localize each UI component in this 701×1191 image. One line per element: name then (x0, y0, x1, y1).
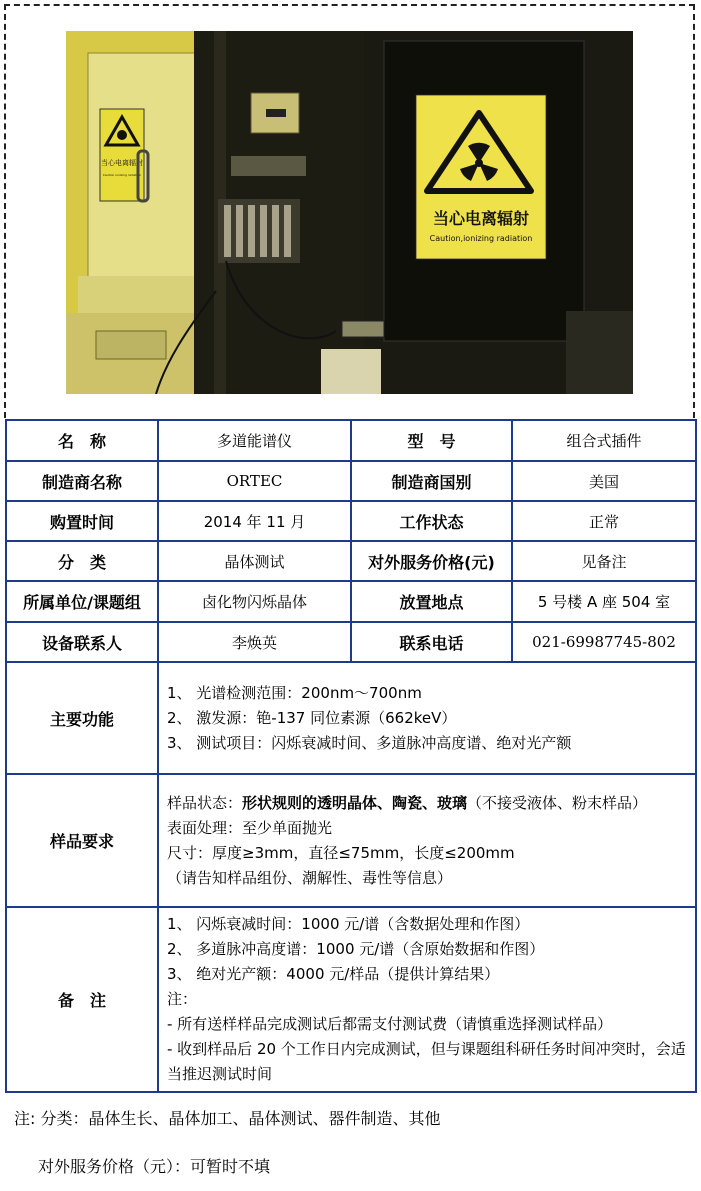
label-remarks: 备 注 (6, 907, 158, 1092)
spec-row-functions (6, 662, 696, 774)
spec-row-manufacturer (6, 461, 696, 501)
value-model: 组合式插件 (512, 420, 696, 461)
value-manufacturer: ORTEC (158, 461, 351, 501)
label-name: 名 称 (6, 420, 158, 461)
label-country: 制造商国别 (351, 461, 512, 501)
functions-block (158, 662, 696, 774)
label-sample: 样品要求 (6, 774, 158, 907)
label-contact: 设备联系人 (6, 622, 158, 662)
remark-line: 2、 多道脉冲高度谱：1000 元/谱（含原始数据和作图） (167, 940, 545, 958)
value-category: 晶体测试 (158, 541, 351, 581)
value-status: 正常 (512, 501, 696, 541)
equipment-spec-table (5, 419, 697, 1093)
remark-line: 注： (167, 990, 198, 1008)
spec-row-group (6, 581, 696, 622)
function-line: 1、 光谱检测范围：200nm～700nm (167, 683, 422, 702)
sample-state-prefix: 样品状态： (167, 793, 243, 812)
value-name: 多道能谱仪 (158, 420, 351, 461)
value-location: 5 号楼 A 座 504 室 (512, 581, 696, 622)
equipment-photo (66, 31, 633, 394)
label-location: 放置地点 (351, 581, 512, 622)
function-line: 2、 激发源：铯-137 同位素源（662keV） (167, 708, 457, 727)
label-model: 型 号 (351, 420, 512, 461)
spec-row-name (6, 420, 696, 461)
label-purchase-time: 购置时间 (6, 501, 158, 541)
label-status: 工作状态 (351, 501, 512, 541)
spec-row-contact (6, 622, 696, 662)
sample-surface-line: 表面处理：至少单面抛光 (167, 818, 333, 837)
footnote-price: 对外服务价格（元）：可暂时不填 (38, 1157, 271, 1176)
sample-state-line (167, 791, 687, 816)
label-functions: 主要功能 (6, 662, 158, 774)
sign-left-en-text: Caution ionizing radiation (102, 173, 142, 177)
value-price: 见备注 (512, 541, 696, 581)
spec-row-category (6, 541, 696, 581)
equipment-photo-drawing (66, 31, 633, 394)
sign-left-text: 当心电离辐射 (101, 159, 143, 167)
spec-row-purchase (6, 501, 696, 541)
value-country: 美国 (512, 461, 696, 501)
value-group: 卤化物闪烁晶体 (158, 581, 351, 622)
sample-size-line: 尺寸：厚度≥3mm，直径≤75mm，长度≤200mm (167, 843, 515, 862)
label-manufacturer: 制造商名称 (6, 461, 158, 501)
function-line: 3、 测试项目：闪烁衰减时间、多道脉冲高度谱、绝对光产额 (167, 733, 572, 752)
sign-right-en-text: Caution,ionizing radiation (429, 234, 533, 243)
value-phone: 021-69987745-802 (512, 622, 696, 662)
value-purchase-time: 2014 年 11 月 (158, 501, 351, 541)
radiation-sign-right (416, 95, 546, 259)
remark-line: - 收到样品后 20 个工作日内完成测试，但与课题组科研任务时间冲突时，会适当推迟测试时间 (167, 1040, 686, 1083)
remarks-block (158, 907, 696, 1092)
sample-block (158, 774, 696, 907)
value-contact: 李焕英 (158, 622, 351, 662)
sample-state-types: 形状规则的透明晶体、陶瓷、玻璃 (242, 793, 468, 812)
label-category: 分 类 (6, 541, 158, 581)
label-group: 所属单位/课题组 (6, 581, 158, 622)
footnote-category: 注: 分类：晶体生长、晶体加工、晶体测试、器件制造、其他 (14, 1109, 441, 1128)
remark-line: - 所有送样样品完成测试后都需支付测试费（请慎重选择测试样品） (167, 1015, 613, 1033)
remark-line: 3、 绝对光产额：4000 元/样品（提供计算结果） (167, 965, 500, 983)
remark-line: 1、 闪烁衰减时间：1000 元/谱（含数据处理和作图） (167, 915, 530, 933)
sample-state-suffix: （不接受液体、粉末样品） (467, 793, 648, 812)
sample-info-line: （请告知样品组份、潮解性、毒性等信息） (167, 868, 453, 887)
label-phone: 联系电话 (351, 622, 512, 662)
label-price: 对外服务价格(元) (351, 541, 512, 581)
sign-right-text: 当心电离辐射 (432, 209, 530, 228)
spec-row-sample (6, 774, 696, 907)
spec-row-remarks (6, 907, 696, 1092)
